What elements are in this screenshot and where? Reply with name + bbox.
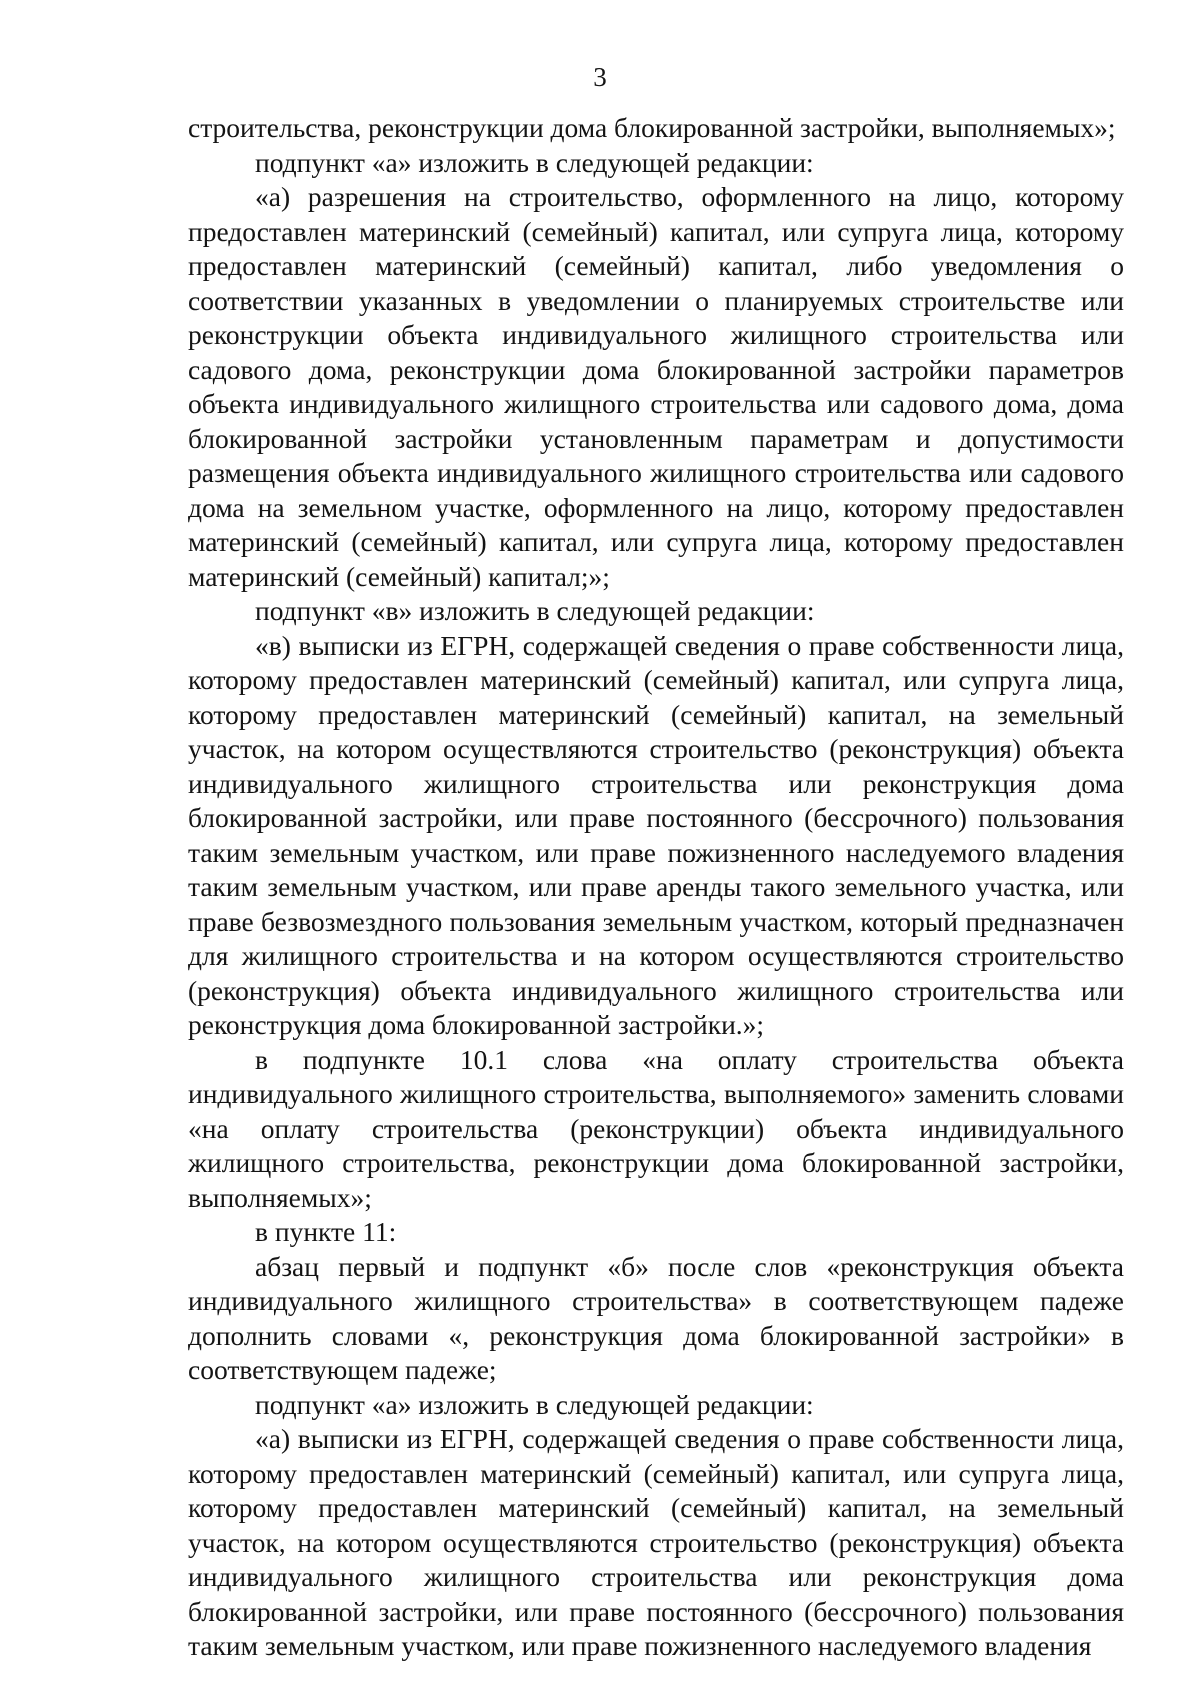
paragraph-point-11-subpoint-a-text: «а) выписки из ЕГРН, содержащей сведения о праве собственности лица, которому предоставлен материнский (семейный) капитал, или супруга лица, которому предоставлен материнский (семейный) капитал, на земельный участок, на котором осуществляются строительство (реконструкция) объекта индивидуального жилищного строительства или реконструкция дома блокированной застройки, или праве постоянного (бессрочного) пользования таким земельным участком, или праве пожизненного наследуемого владения bbox=[188, 1423, 1124, 1661]
paragraph-subpoint-a-text: «а) разрешения на строительство, оформленного на лицо, которому предоставлен материнский (семейный) капитал, или супруга лица, которому предоставлен материнский (семейный) капитал, либо уведомления о соответствии указанных в уведомлении о планируемых строительстве или реконструкции объекта индивидуального жилищного строительства или садового дома, реконструкции дома блокированной застройки параметров объекта индивидуального жилищного строительства или садового дома, дома блокированной застройки установленным параметрам и допустимости размещения объекта индивидуального жилищного строительства или садового дома на земельном участке, оформленного на лицо, которому предоставлен материнский (семейный) капитал, или супруга лица, которому предоставлен материнский (семейный) капитал;»; bbox=[188, 181, 1124, 592]
paragraph-subpoint-a-intro: подпункт «а» изложить в следующей редакции: bbox=[255, 146, 814, 178]
paragraph-subpoint-v-text: «в) выписки из ЕГРН, содержащей сведения о праве собственности лица, которому предоставлен материнский (семейный) капитал, или супруга лица, которому предоставлен материнский (семейный) капитал, на земельный участок, на котором осуществляются строительство (реконструкция) объекта индивидуального жилищного строительства или реконструкция дома блокированной застройки, или праве постоянного (бессрочного) пользования таким земельным участком, или праве пожизненного наследуемого владения таким земельным участком, или праве аренды такого земельного участка, или праве безвозмездного пользования земельным участком, который предназначен для жилищного строительства и на котором осуществляются строительство (реконструкция) объекта индивидуального жилищного строительства или реконструкция дома блокированной застройки.»; bbox=[188, 629, 1124, 1040]
paragraph-subpoint-10-1: в подпункте 10.1 слова «на оплату строительства объекта индивидуального жилищного строительства, выполняемого» заменить словами «на оплату строительства (реконструкции) объекта индивидуального жилищного строительства, реконструкции дома блокированной застройки, выполняемых»; bbox=[188, 1043, 1124, 1213]
paragraph-continuation: строительства, реконструкции дома блокированной застройки, выполняемых»; bbox=[188, 112, 1116, 143]
paragraph-point-11-amendment: абзац первый и подпункт «б» после слов «реконструкция объекта индивидуального жилищного строительства» в соответствующем падеже дополнить словами «, реконструкция дома блокированной застройки» в соответствующем падеже; bbox=[188, 1250, 1124, 1385]
page-number: 3 bbox=[593, 62, 607, 92]
paragraph-point-11-subpoint-a-intro: подпункт «а» изложить в следующей редакции: bbox=[255, 1388, 814, 1420]
paragraph-point-11: в пункте 11: bbox=[255, 1216, 397, 1247]
paragraph-subpoint-v-intro: подпункт «в» изложить в следующей редакции: bbox=[255, 595, 815, 626]
document-body bbox=[188, 111, 1124, 1664]
